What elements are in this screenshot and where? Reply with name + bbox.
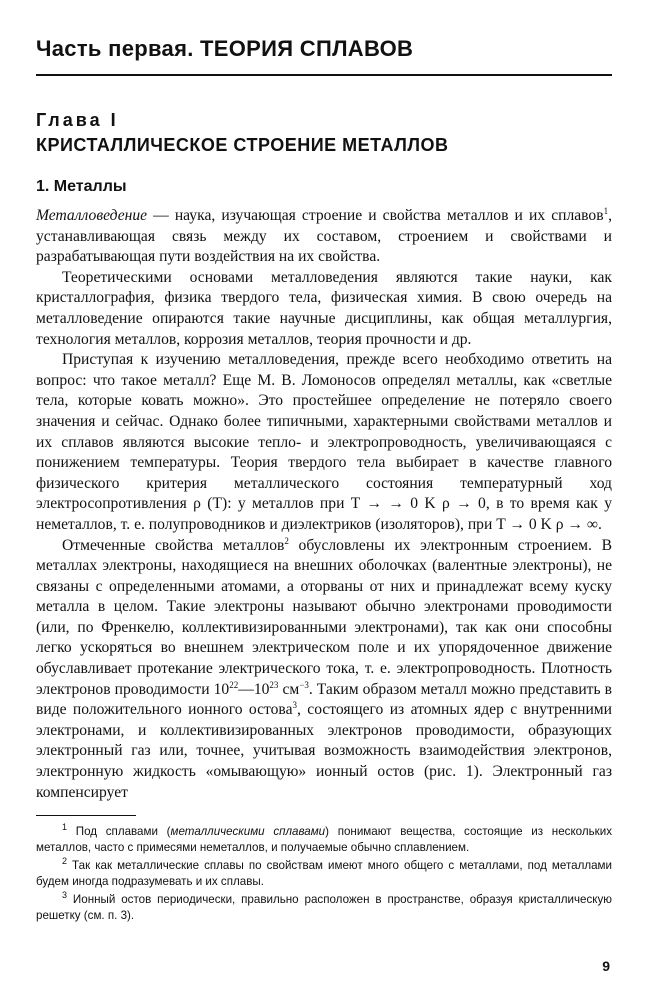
- chapter-title: КРИСТАЛЛИЧЕСКОЕ СТРОЕНИЕ МЕТАЛЛОВ: [36, 135, 449, 155]
- footnote-separator: [36, 815, 136, 816]
- footnote-3: $^3$ Ионный остов периодически, правильно расположен в пространстве, образуя кристаллическую решетку (см. п. 3).: [36, 890, 612, 922]
- part-title-rule: [36, 74, 612, 76]
- chapter-label: Глава I: [36, 110, 119, 130]
- footnote-1: $^1$ Под сплавами (металлическими сплавами) понимают вещества, состоящие из нескольких металлов, часто с примесями неметаллов, и получаемые обычно сплавлением.: [36, 822, 613, 854]
- page-number: 9: [602, 958, 610, 974]
- paragraph-4: Отмеченные свойства металлов$^2$ обусловлены их электронным строением. В металлах электроны, находящиеся на внешних оболочках (валентные электроны), не связаны с определенными атомами, а оторваны от них и принадлежат всему куску металла в целом. Такие электроны называют обычно электронами проводимости (или, по Френкелю, коллективизированными электронами), так как они способны легко ускоряться во внешнем электрическом поле и их упорядоченное движение обуславливает протекание электрического тока, т. е. электропроводность. Плотность электронов проводимости $10^{22}—10^{23}$ $см^{-3}$. Таким образом металл можно представить в виде положительного ионного остова$^3$, состоящего из атомных ядер с внутренними электронами, и коллективизированных электронов проводимости, образующих электронный газ или, точнее, учитывая возможность взаимодействия электронов, электронную жидкость «омывающую» ионный остов (рис. 1). Электронный газ компенсирует: [36, 535, 612, 801]
- footnotes: [36, 824, 612, 923]
- paragraph-2: Теоретическими основами металловедения являются такие науки, как кристаллография, физика твердого тела, физическая химия. В свою очередь на металловедение опираются такие научные дисциплины, как общая металлургия, технология металлов, коррозия металлов, теория прочности и др.: [36, 268, 612, 348]
- book-page: [36, 28, 612, 926]
- section-title: 1. Металлы: [36, 178, 127, 195]
- paragraph-1: Металловедение — наука, изучающая строение и свойства металлов и их сплавов$^1$, устанавливающая связь между их составом, строением и свойствами и разрабатывающая пути воздействия на их свойства.: [36, 205, 612, 266]
- footnote-2: $^2$ Так как металлические сплавы по свойствам имеют много общего с металлами, под металлами будем иногда подразумевать и их сплавы.: [36, 856, 612, 888]
- footnote-ref-2: 2: [284, 535, 289, 546]
- term-metallovedenie: Металловедение: [36, 207, 148, 224]
- footnote-ref-1: 1: [603, 205, 609, 216]
- body-text: [36, 206, 612, 803]
- part-title: Часть первая. ТЕОРИЯ СПЛАВОВ: [36, 36, 414, 61]
- paragraph-3: Приступая к изучению металловедения, прежде всего необходимо ответить на вопрос: что такое металл? Еще М. В. Ломоносов определял металлы, как «светлые тела, которые ковать можно». Это простейшее определение не потеряло своего значения и сейчас. Однако более типичными, характерными свойствами металлов и их сплавов являются высокие тепло- и электропроводность, увеличивающаяся с понижением температуры. Теория твердого тела выбирает в качестве главного физического критерия металлического состояния температурный ход электросопротивления ρ (T): у металлов при T → → 0 K ρ → 0, в то время как у неметаллов, т. е. полупроводников и диэлектриков (изоляторов), при T → 0 K ρ → ∞.: [36, 351, 612, 533]
- footnote-ref-3: 3: [292, 700, 298, 711]
